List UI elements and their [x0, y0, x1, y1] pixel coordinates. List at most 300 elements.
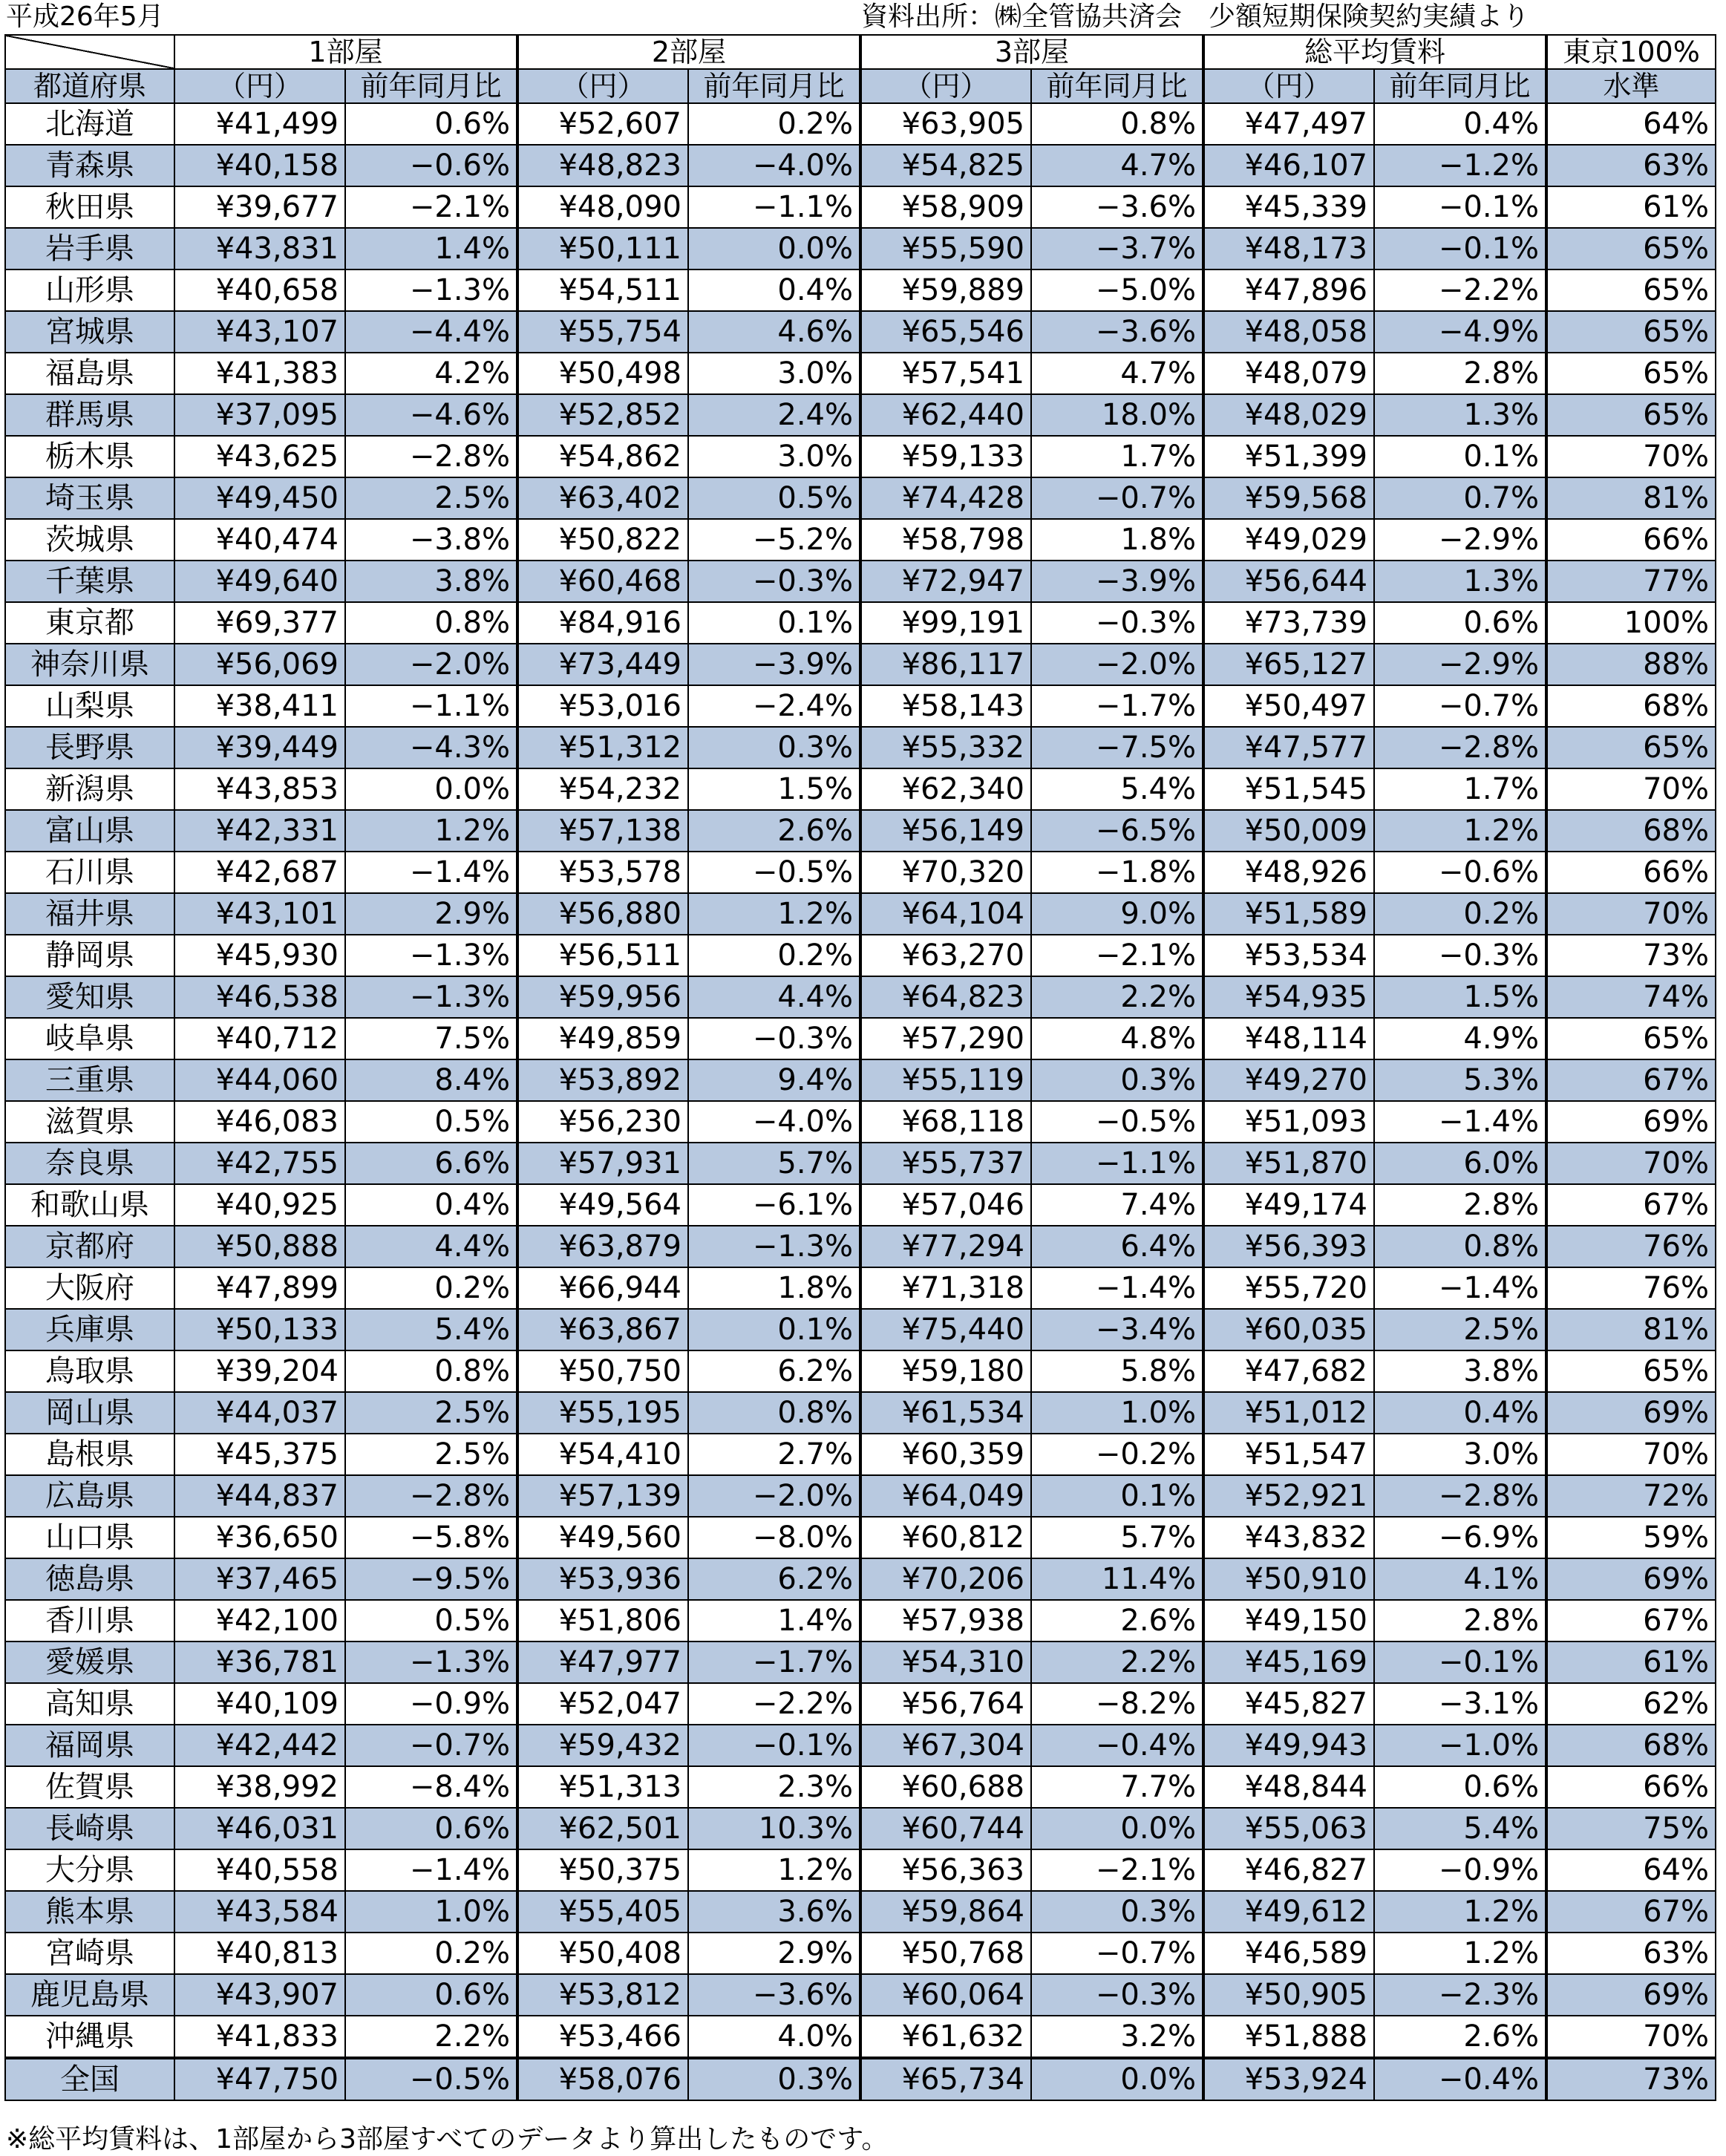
- cell-rent-average: ¥47,682: [1203, 1350, 1374, 1392]
- cell-rent-average: ¥56,644: [1203, 561, 1374, 602]
- cell-ratio-average: 0.2%: [1374, 893, 1546, 935]
- cell-ratio-3room: 11.4%: [1031, 1558, 1203, 1600]
- cell-tokyo-index: 66%: [1546, 1766, 1716, 1808]
- cell-tokyo-index: 70%: [1546, 768, 1716, 810]
- cell-rent-average: ¥45,827: [1203, 1683, 1374, 1725]
- table-row: [5, 1475, 1716, 1517]
- cell-prefecture: 茨城県: [5, 519, 174, 561]
- cell-prefecture: 岡山県: [5, 1392, 174, 1434]
- cell-tokyo-index: 65%: [1546, 311, 1716, 353]
- cell-ratio-3room: −1.1%: [1031, 1143, 1203, 1184]
- cell-prefecture: 愛媛県: [5, 1642, 174, 1683]
- cell-tokyo-index: 81%: [1546, 1309, 1716, 1350]
- header-prefecture: 都道府県: [5, 69, 174, 103]
- cell-prefecture: 北海道: [5, 103, 174, 145]
- cell-rent-2room: ¥84,916: [517, 602, 688, 644]
- cell-ratio-3room: 0.3%: [1031, 1059, 1203, 1101]
- table-row: [5, 353, 1716, 394]
- table-row: [5, 477, 1716, 519]
- cell-rent-average: ¥49,174: [1203, 1184, 1374, 1226]
- cell-rent-1room: ¥40,558: [174, 1849, 345, 1891]
- cell-ratio-1room: 0.5%: [345, 1101, 517, 1143]
- cell-rent-average: ¥49,150: [1203, 1600, 1374, 1642]
- cell-rent-3room: ¥58,143: [860, 685, 1031, 727]
- cell-prefecture: 新潟県: [5, 768, 174, 810]
- cell-ratio-1room: 0.6%: [345, 1974, 517, 2016]
- cell-rent-3room: ¥57,541: [860, 353, 1031, 394]
- cell-rent-1room: ¥39,677: [174, 186, 345, 228]
- cell-prefecture: 東京都: [5, 602, 174, 644]
- cell-rent-1room: ¥50,888: [174, 1226, 345, 1267]
- cell-rent-average: ¥48,029: [1203, 394, 1374, 436]
- cell-ratio-average: 1.3%: [1374, 561, 1546, 602]
- cell-rent-1room: ¥69,377: [174, 602, 345, 644]
- cell-ratio-average: −1.0%: [1374, 1725, 1546, 1766]
- table-row: [5, 436, 1716, 477]
- cell-ratio-average: 4.1%: [1374, 1558, 1546, 1600]
- cell-ratio-1room: −9.5%: [345, 1558, 517, 1600]
- cell-ratio-average: −0.1%: [1374, 1642, 1546, 1683]
- cell-rent-1room: ¥43,107: [174, 311, 345, 353]
- cell-ratio-average: −6.9%: [1374, 1517, 1546, 1558]
- cell-ratio-3room: −7.5%: [1031, 727, 1203, 768]
- cell-tokyo-index: 72%: [1546, 1475, 1716, 1517]
- cell-ratio-3room: −5.0%: [1031, 270, 1203, 311]
- cell-ratio-1room: 5.4%: [345, 1309, 517, 1350]
- cell-ratio-average: 1.2%: [1374, 1891, 1546, 1933]
- cell-ratio-2room: −0.1%: [688, 1725, 860, 1766]
- table-row: [5, 1974, 1716, 2016]
- cell-prefecture: 静岡県: [5, 935, 174, 976]
- cell-ratio-3room: −0.7%: [1031, 477, 1203, 519]
- cell-rent-1room: ¥46,031: [174, 1808, 345, 1849]
- table-row: [5, 810, 1716, 852]
- cell-rent-2room: ¥57,138: [517, 810, 688, 852]
- cell-ratio-3room: −8.2%: [1031, 1683, 1203, 1725]
- cell-ratio-average: −1.4%: [1374, 1101, 1546, 1143]
- cell-ratio-3room: −1.8%: [1031, 852, 1203, 893]
- cell-prefecture: 奈良県: [5, 1143, 174, 1184]
- cell-tokyo-index: 59%: [1546, 1517, 1716, 1558]
- footnote: ※総平均賃料は、1部屋から3部屋すべてのデータより算出したものです。: [6, 2124, 889, 2155]
- cell-ratio-3room: 1.7%: [1031, 436, 1203, 477]
- table-row: [5, 1683, 1716, 1725]
- header-ratio-3room: 前年同月比: [1031, 69, 1203, 103]
- cell-ratio-3room: −0.5%: [1031, 1101, 1203, 1143]
- cell-rent-2room: ¥51,313: [517, 1766, 688, 1808]
- cell-ratio-3room: 5.4%: [1031, 768, 1203, 810]
- table-row: [5, 1517, 1716, 1558]
- cell-ratio-2room: 0.2%: [688, 935, 860, 976]
- cell-rent-3room: ¥65,546: [860, 311, 1031, 353]
- cell-ratio-1room: −1.3%: [345, 935, 517, 976]
- cell-rent-2room: ¥54,862: [517, 436, 688, 477]
- cell-ratio-2room: 0.1%: [688, 602, 860, 644]
- table-row: [5, 1350, 1716, 1392]
- cell-ratio-3room: 1.8%: [1031, 519, 1203, 561]
- cell-rent-2room: ¥73,449: [517, 644, 688, 685]
- header-corner: [5, 35, 174, 69]
- cell-tokyo-index: 77%: [1546, 561, 1716, 602]
- cell-ratio-1room: 1.2%: [345, 810, 517, 852]
- cell-rent-2room: ¥53,466: [517, 2016, 688, 2058]
- table-row: [5, 103, 1716, 145]
- cell-rent-3room: ¥60,064: [860, 1974, 1031, 2016]
- cell-ratio-1room: −0.5%: [345, 2058, 517, 2100]
- cell-rent-2room: ¥62,501: [517, 1808, 688, 1849]
- table-row: [5, 186, 1716, 228]
- cell-ratio-1room: 4.4%: [345, 1226, 517, 1267]
- cell-rent-2room: ¥53,936: [517, 1558, 688, 1600]
- cell-ratio-1room: −2.8%: [345, 1475, 517, 1517]
- cell-rent-1room: ¥44,060: [174, 1059, 345, 1101]
- cell-ratio-average: −2.8%: [1374, 1475, 1546, 1517]
- cell-rent-1room: ¥40,658: [174, 270, 345, 311]
- cell-rent-average: ¥50,910: [1203, 1558, 1374, 1600]
- table-row: [5, 893, 1716, 935]
- cell-ratio-2room: 6.2%: [688, 1350, 860, 1392]
- cell-rent-1room: ¥42,331: [174, 810, 345, 852]
- cell-rent-1room: ¥50,133: [174, 1309, 345, 1350]
- cell-ratio-3room: −0.4%: [1031, 1725, 1203, 1766]
- cell-ratio-average: −2.2%: [1374, 270, 1546, 311]
- cell-ratio-1room: −0.9%: [345, 1683, 517, 1725]
- cell-rent-3room: ¥55,119: [860, 1059, 1031, 1101]
- cell-rent-3room: ¥64,049: [860, 1475, 1031, 1517]
- cell-rent-average: ¥49,029: [1203, 519, 1374, 561]
- cell-prefecture: 全国: [5, 2058, 174, 2100]
- cell-ratio-1room: −1.4%: [345, 1849, 517, 1891]
- cell-ratio-average: −1.4%: [1374, 1267, 1546, 1309]
- cell-ratio-1room: 1.0%: [345, 1891, 517, 1933]
- cell-rent-average: ¥46,827: [1203, 1849, 1374, 1891]
- cell-tokyo-index: 73%: [1546, 2058, 1716, 2100]
- cell-rent-1room: ¥42,687: [174, 852, 345, 893]
- cell-prefecture: 和歌山県: [5, 1184, 174, 1226]
- cell-rent-average: ¥51,399: [1203, 436, 1374, 477]
- cell-tokyo-index: 64%: [1546, 103, 1716, 145]
- table-row: [5, 1101, 1716, 1143]
- cell-ratio-3room: −6.5%: [1031, 810, 1203, 852]
- cell-ratio-3room: 9.0%: [1031, 893, 1203, 935]
- header-group-average: 総平均賃料: [1203, 35, 1546, 69]
- cell-rent-1room: ¥42,442: [174, 1725, 345, 1766]
- national-total-row: [5, 2058, 1716, 2100]
- cell-ratio-3room: 5.7%: [1031, 1517, 1203, 1558]
- table-row: [5, 2016, 1716, 2058]
- cell-ratio-1room: −1.3%: [345, 270, 517, 311]
- cell-rent-2room: ¥54,232: [517, 768, 688, 810]
- cell-rent-2room: ¥55,405: [517, 1891, 688, 1933]
- cell-prefecture: 佐賀県: [5, 1766, 174, 1808]
- cell-ratio-average: −2.9%: [1374, 644, 1546, 685]
- cell-ratio-1room: 4.2%: [345, 353, 517, 394]
- cell-rent-1room: ¥45,930: [174, 935, 345, 976]
- cell-rent-2room: ¥49,859: [517, 1018, 688, 1059]
- cell-rent-3room: ¥70,206: [860, 1558, 1031, 1600]
- cell-ratio-1room: 0.2%: [345, 1267, 517, 1309]
- cell-ratio-2room: 0.5%: [688, 477, 860, 519]
- cell-tokyo-index: 69%: [1546, 1101, 1716, 1143]
- cell-tokyo-index: 63%: [1546, 145, 1716, 186]
- cell-ratio-2room: −1.7%: [688, 1642, 860, 1683]
- cell-tokyo-index: 76%: [1546, 1226, 1716, 1267]
- cell-ratio-2room: 4.0%: [688, 2016, 860, 2058]
- cell-tokyo-index: 65%: [1546, 228, 1716, 270]
- cell-ratio-1room: −4.6%: [345, 394, 517, 436]
- cell-rent-average: ¥50,905: [1203, 1974, 1374, 2016]
- cell-ratio-average: 2.8%: [1374, 1184, 1546, 1226]
- cell-ratio-2room: −3.6%: [688, 1974, 860, 2016]
- cell-rent-1room: ¥47,750: [174, 2058, 345, 2100]
- cell-rent-average: ¥43,832: [1203, 1517, 1374, 1558]
- cell-rent-1room: ¥45,375: [174, 1434, 345, 1475]
- cell-prefecture: 兵庫県: [5, 1309, 174, 1350]
- cell-rent-2room: ¥53,578: [517, 852, 688, 893]
- table-row: [5, 145, 1716, 186]
- cell-rent-1room: ¥43,101: [174, 893, 345, 935]
- cell-rent-average: ¥53,924: [1203, 2058, 1374, 2100]
- cell-rent-2room: ¥50,750: [517, 1350, 688, 1392]
- cell-rent-average: ¥55,063: [1203, 1808, 1374, 1849]
- cell-rent-average: ¥55,720: [1203, 1267, 1374, 1309]
- table-row: [5, 228, 1716, 270]
- cell-rent-2room: ¥50,822: [517, 519, 688, 561]
- cell-ratio-1room: −5.8%: [345, 1517, 517, 1558]
- cell-tokyo-index: 66%: [1546, 852, 1716, 893]
- cell-ratio-1room: 0.5%: [345, 1600, 517, 1642]
- cell-rent-2room: ¥52,047: [517, 1683, 688, 1725]
- cell-ratio-1room: 0.0%: [345, 768, 517, 810]
- cell-ratio-3room: 4.8%: [1031, 1018, 1203, 1059]
- cell-tokyo-index: 64%: [1546, 1849, 1716, 1891]
- cell-rent-1room: ¥49,450: [174, 477, 345, 519]
- cell-ratio-average: 6.0%: [1374, 1143, 1546, 1184]
- cell-ratio-2room: 9.4%: [688, 1059, 860, 1101]
- header-yen-1room: （円）: [174, 69, 345, 103]
- cell-rent-3room: ¥60,688: [860, 1766, 1031, 1808]
- cell-rent-3room: ¥55,737: [860, 1143, 1031, 1184]
- cell-rent-1room: ¥41,499: [174, 103, 345, 145]
- cell-ratio-1room: −1.3%: [345, 976, 517, 1018]
- cell-ratio-1room: 8.4%: [345, 1059, 517, 1101]
- cell-ratio-average: 3.0%: [1374, 1434, 1546, 1475]
- cell-rent-2room: ¥47,977: [517, 1642, 688, 1683]
- table-row: [5, 1808, 1716, 1849]
- cell-rent-3room: ¥74,428: [860, 477, 1031, 519]
- table-row: [5, 1849, 1716, 1891]
- cell-rent-1room: ¥38,411: [174, 685, 345, 727]
- cell-ratio-2room: 0.3%: [688, 727, 860, 768]
- cell-rent-3room: ¥61,534: [860, 1392, 1031, 1434]
- cell-rent-3room: ¥75,440: [860, 1309, 1031, 1350]
- cell-tokyo-index: 65%: [1546, 727, 1716, 768]
- cell-ratio-1room: −1.1%: [345, 685, 517, 727]
- cell-rent-average: ¥45,169: [1203, 1642, 1374, 1683]
- cell-ratio-2room: −8.0%: [688, 1517, 860, 1558]
- cell-rent-average: ¥49,612: [1203, 1891, 1374, 1933]
- cell-prefecture: 秋田県: [5, 186, 174, 228]
- cell-rent-2room: ¥50,498: [517, 353, 688, 394]
- cell-tokyo-index: 67%: [1546, 1184, 1716, 1226]
- cell-rent-average: ¥47,497: [1203, 103, 1374, 145]
- cell-ratio-2room: −1.1%: [688, 186, 860, 228]
- cell-rent-1room: ¥40,925: [174, 1184, 345, 1226]
- cell-ratio-3room: 0.0%: [1031, 1808, 1203, 1849]
- cell-tokyo-index: 61%: [1546, 1642, 1716, 1683]
- cell-prefecture: 千葉県: [5, 561, 174, 602]
- cell-rent-3room: ¥55,590: [860, 228, 1031, 270]
- cell-rent-2room: ¥48,090: [517, 186, 688, 228]
- cell-rent-3room: ¥72,947: [860, 561, 1031, 602]
- cell-ratio-2room: 0.3%: [688, 2058, 860, 2100]
- cell-ratio-2room: 4.4%: [688, 976, 860, 1018]
- header-ratio-average: 前年同月比: [1374, 69, 1546, 103]
- cell-rent-3room: ¥68,118: [860, 1101, 1031, 1143]
- cell-ratio-average: 1.3%: [1374, 394, 1546, 436]
- table-row: [5, 394, 1716, 436]
- cell-rent-average: ¥51,870: [1203, 1143, 1374, 1184]
- cell-prefecture: 神奈川県: [5, 644, 174, 685]
- cell-tokyo-index: 67%: [1546, 1600, 1716, 1642]
- cell-rent-1room: ¥46,083: [174, 1101, 345, 1143]
- cell-tokyo-index: 65%: [1546, 1018, 1716, 1059]
- cell-ratio-2room: 0.0%: [688, 228, 860, 270]
- cell-rent-1room: ¥38,992: [174, 1766, 345, 1808]
- cell-ratio-1room: 2.9%: [345, 893, 517, 935]
- table-row: [5, 727, 1716, 768]
- cell-rent-2room: ¥56,511: [517, 935, 688, 976]
- table-row: [5, 685, 1716, 727]
- cell-ratio-2room: 2.6%: [688, 810, 860, 852]
- cell-rent-3room: ¥60,812: [860, 1517, 1031, 1558]
- cell-rent-2room: ¥59,432: [517, 1725, 688, 1766]
- cell-prefecture: 広島県: [5, 1475, 174, 1517]
- cell-ratio-average: −0.9%: [1374, 1849, 1546, 1891]
- cell-rent-2room: ¥52,852: [517, 394, 688, 436]
- cell-rent-1room: ¥42,100: [174, 1600, 345, 1642]
- cell-ratio-average: −2.3%: [1374, 1974, 1546, 2016]
- cell-ratio-3room: −0.2%: [1031, 1434, 1203, 1475]
- cell-rent-2room: ¥63,867: [517, 1309, 688, 1350]
- cell-ratio-2room: 5.7%: [688, 1143, 860, 1184]
- cell-rent-1room: ¥36,650: [174, 1517, 345, 1558]
- cell-ratio-1room: −4.4%: [345, 311, 517, 353]
- cell-ratio-2room: 2.3%: [688, 1766, 860, 1808]
- table-row: [5, 311, 1716, 353]
- cell-rent-2room: ¥50,408: [517, 1933, 688, 1974]
- cell-ratio-2room: −2.4%: [688, 685, 860, 727]
- cell-rent-1room: ¥40,158: [174, 145, 345, 186]
- cell-tokyo-index: 70%: [1546, 893, 1716, 935]
- cell-ratio-average: −1.2%: [1374, 145, 1546, 186]
- cell-tokyo-index: 69%: [1546, 1392, 1716, 1434]
- cell-rent-3room: ¥50,768: [860, 1933, 1031, 1974]
- cell-rent-2room: ¥52,607: [517, 103, 688, 145]
- cell-ratio-2room: 0.8%: [688, 1392, 860, 1434]
- cell-rent-average: ¥46,589: [1203, 1933, 1374, 1974]
- cell-ratio-3room: −1.4%: [1031, 1267, 1203, 1309]
- cell-prefecture: 徳島県: [5, 1558, 174, 1600]
- table-row: [5, 1891, 1716, 1933]
- cell-tokyo-index: 74%: [1546, 976, 1716, 1018]
- cell-tokyo-index: 73%: [1546, 935, 1716, 976]
- cell-ratio-3room: 5.8%: [1031, 1350, 1203, 1392]
- cell-ratio-3room: 0.0%: [1031, 2058, 1203, 2100]
- cell-rent-2room: ¥48,823: [517, 145, 688, 186]
- cell-prefecture: 栃木県: [5, 436, 174, 477]
- cell-ratio-average: 2.5%: [1374, 1309, 1546, 1350]
- cell-ratio-1room: 0.6%: [345, 103, 517, 145]
- cell-rent-1room: ¥40,712: [174, 1018, 345, 1059]
- table-row: [5, 561, 1716, 602]
- cell-rent-2room: ¥53,812: [517, 1974, 688, 2016]
- cell-prefecture: 長崎県: [5, 1808, 174, 1849]
- cell-rent-3room: ¥62,340: [860, 768, 1031, 810]
- cell-ratio-1room: −0.7%: [345, 1725, 517, 1766]
- table-row: [5, 1392, 1716, 1434]
- data-source: 資料出所：㈱全管協共済会 少額短期保険契約実績より: [861, 1, 1530, 32]
- table-row: [5, 644, 1716, 685]
- cell-rent-2room: ¥57,139: [517, 1475, 688, 1517]
- cell-rent-1room: ¥40,813: [174, 1933, 345, 1974]
- cell-ratio-2room: 1.2%: [688, 893, 860, 935]
- cell-ratio-1room: 2.2%: [345, 2016, 517, 2058]
- cell-rent-average: ¥51,547: [1203, 1434, 1374, 1475]
- cell-tokyo-index: 70%: [1546, 436, 1716, 477]
- cell-tokyo-index: 70%: [1546, 2016, 1716, 2058]
- cell-prefecture: 福井県: [5, 893, 174, 935]
- cell-tokyo-index: 81%: [1546, 477, 1716, 519]
- table-row: [5, 935, 1716, 976]
- cell-rent-average: ¥51,012: [1203, 1392, 1374, 1434]
- cell-ratio-2room: 1.8%: [688, 1267, 860, 1309]
- cell-ratio-3room: −0.7%: [1031, 1933, 1203, 1974]
- cell-rent-average: ¥50,497: [1203, 685, 1374, 727]
- rent-table: [4, 34, 1716, 2101]
- cell-ratio-2room: 1.2%: [688, 1849, 860, 1891]
- cell-ratio-3room: 18.0%: [1031, 394, 1203, 436]
- cell-rent-1room: ¥49,640: [174, 561, 345, 602]
- header-ratio-1room: 前年同月比: [345, 69, 517, 103]
- cell-ratio-1room: 6.6%: [345, 1143, 517, 1184]
- cell-tokyo-index: 88%: [1546, 644, 1716, 685]
- cell-rent-1room: ¥40,474: [174, 519, 345, 561]
- cell-ratio-2room: −4.0%: [688, 1101, 860, 1143]
- cell-rent-3room: ¥54,825: [860, 145, 1031, 186]
- cell-ratio-3room: 2.2%: [1031, 976, 1203, 1018]
- cell-rent-average: ¥47,896: [1203, 270, 1374, 311]
- cell-prefecture: 島根県: [5, 1434, 174, 1475]
- cell-prefecture: 鳥取県: [5, 1350, 174, 1392]
- cell-rent-2room: ¥55,754: [517, 311, 688, 353]
- header-row-groups: [5, 35, 1716, 69]
- cell-ratio-average: −0.6%: [1374, 852, 1546, 893]
- cell-ratio-2room: 3.6%: [688, 1891, 860, 1933]
- cell-ratio-average: −0.4%: [1374, 2058, 1546, 2100]
- cell-ratio-average: 2.8%: [1374, 1600, 1546, 1642]
- cell-rent-average: ¥51,545: [1203, 768, 1374, 810]
- cell-prefecture: 山口県: [5, 1517, 174, 1558]
- cell-rent-1room: ¥42,755: [174, 1143, 345, 1184]
- cell-rent-3room: ¥70,320: [860, 852, 1031, 893]
- cell-ratio-average: 0.7%: [1374, 477, 1546, 519]
- cell-ratio-average: 1.5%: [1374, 976, 1546, 1018]
- cell-rent-2room: ¥56,880: [517, 893, 688, 935]
- cell-ratio-1room: −1.3%: [345, 1642, 517, 1683]
- cell-ratio-2room: −4.0%: [688, 145, 860, 186]
- cell-tokyo-index: 68%: [1546, 810, 1716, 852]
